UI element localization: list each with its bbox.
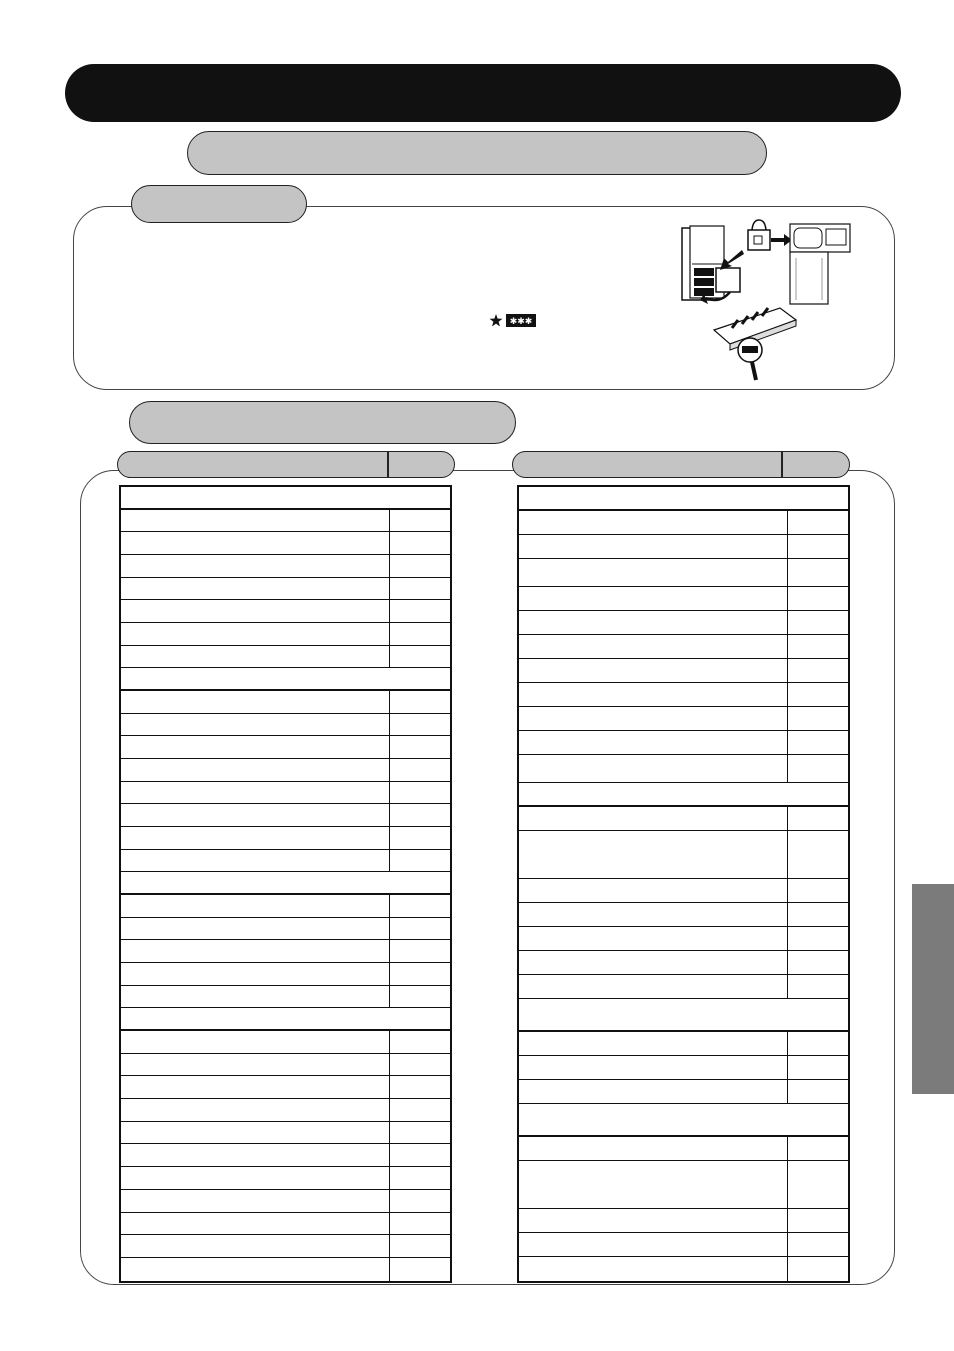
- food-cell: [519, 1233, 787, 1256]
- table-row: [519, 831, 848, 879]
- duration-cell: [389, 1258, 450, 1281]
- food-cell: [121, 487, 450, 508]
- table-row: [121, 782, 450, 805]
- table-row: [121, 1258, 450, 1281]
- food-cell: [121, 963, 389, 985]
- duration-cell: [389, 1122, 450, 1144]
- duration-cell: [787, 683, 848, 706]
- storage-section-pill: [129, 401, 516, 444]
- table-category-row: [519, 999, 848, 1032]
- svg-text:✱✱✱: ✱✱✱: [509, 317, 533, 327]
- duration-cell: [787, 559, 848, 587]
- table-row: [121, 578, 450, 601]
- duration-cell: [389, 600, 450, 622]
- food-cell: [121, 1167, 389, 1189]
- table-row: [121, 850, 450, 873]
- food-cell: [121, 827, 389, 849]
- table-category-row: [121, 668, 450, 691]
- food-cell: [121, 1213, 389, 1235]
- food-cell: [519, 659, 787, 682]
- duration-cell: [389, 691, 450, 713]
- food-cell: [121, 714, 389, 736]
- food-cell: [519, 587, 787, 610]
- food-cell: [519, 635, 787, 658]
- food-cell: [121, 918, 389, 940]
- chapter-side-tab: [912, 884, 954, 1094]
- duration-cell: [787, 1137, 848, 1160]
- table-row: [519, 1161, 848, 1209]
- table-row: [519, 1032, 848, 1056]
- food-cell: [519, 707, 787, 730]
- three-star-badge-icon: [506, 314, 536, 327]
- duration-cell: [389, 759, 450, 781]
- table-row: [121, 963, 450, 986]
- duration-cell: [389, 827, 450, 849]
- table-row: [519, 559, 848, 588]
- duration-cell: [787, 831, 848, 878]
- food-cell: [121, 895, 389, 917]
- food-cell: [121, 668, 450, 689]
- table-category-row: [121, 487, 450, 510]
- food-cell: [121, 850, 389, 872]
- duration-cell: [389, 782, 450, 804]
- table-row: [121, 714, 450, 737]
- duration-cell: [389, 1235, 450, 1257]
- food-cell: [519, 999, 848, 1030]
- food-cell: [121, 736, 389, 758]
- table-category-row: [121, 872, 450, 895]
- table-row: [519, 535, 848, 559]
- fridge-illustration: [670, 212, 870, 382]
- table-row: [519, 683, 848, 707]
- page-title-bar: [65, 64, 901, 122]
- right-storage-table: [517, 485, 850, 1283]
- left-storage-table: [119, 485, 452, 1283]
- table-row: [519, 879, 848, 903]
- food-cell: [121, 872, 450, 893]
- table-row: [519, 731, 848, 755]
- food-cell: [121, 646, 389, 668]
- table-row: [519, 975, 848, 999]
- food-cell: [121, 1235, 389, 1257]
- food-cell: [121, 1122, 389, 1144]
- duration-cell: [389, 1054, 450, 1076]
- table-row: [121, 1167, 450, 1190]
- food-cell: [519, 831, 787, 878]
- duration-cell: [389, 510, 450, 532]
- food-cell: [519, 611, 787, 634]
- food-cell: [519, 1056, 787, 1079]
- duration-cell: [389, 895, 450, 917]
- food-cell: [519, 1104, 848, 1135]
- food-cell: [121, 623, 389, 645]
- table-row: [121, 555, 450, 578]
- duration-cell: [787, 1032, 848, 1055]
- table-row: [519, 587, 848, 611]
- food-cell: [121, 759, 389, 781]
- table-row: [121, 986, 450, 1009]
- table-row: [519, 635, 848, 659]
- duration-cell: [389, 1190, 450, 1212]
- table-category-row: [519, 487, 848, 511]
- duration-cell: [389, 736, 450, 758]
- table-row: [121, 623, 450, 646]
- duration-cell: [787, 1161, 848, 1208]
- food-cell: [519, 535, 787, 558]
- duration-cell: [787, 1056, 848, 1079]
- duration-cell: [389, 1031, 450, 1053]
- duration-cell: [389, 1167, 450, 1189]
- food-cell: [519, 1080, 787, 1103]
- table-row: [519, 755, 848, 784]
- duration-cell: [787, 731, 848, 754]
- duration-cell: [389, 804, 450, 826]
- duration-cell: [389, 850, 450, 872]
- food-cell: [121, 578, 389, 600]
- table-row: [519, 1056, 848, 1080]
- left-column-header-divider: [387, 451, 389, 478]
- table-row: [519, 611, 848, 635]
- right-column-header-divider: [781, 451, 783, 478]
- table-row: [121, 918, 450, 941]
- section-heading-pill: [187, 131, 767, 175]
- table-row: [121, 1213, 450, 1236]
- duration-cell: [787, 1257, 848, 1281]
- table-row: [519, 807, 848, 831]
- duration-cell: [389, 963, 450, 985]
- duration-cell: [787, 1209, 848, 1232]
- table-row: [121, 532, 450, 555]
- table-row: [121, 895, 450, 918]
- table-row: [519, 511, 848, 535]
- table-row: [121, 646, 450, 669]
- food-cell: [121, 1076, 389, 1098]
- table-row: [121, 940, 450, 963]
- food-cell: [519, 487, 848, 509]
- duration-cell: [389, 1144, 450, 1166]
- food-cell: [121, 1258, 389, 1281]
- duration-cell: [787, 951, 848, 974]
- table-row: [519, 1257, 848, 1281]
- duration-cell: [389, 1076, 450, 1098]
- food-cell: [519, 1257, 787, 1281]
- food-cell: [121, 1099, 389, 1121]
- table-row: [121, 1122, 450, 1145]
- star-icon: [489, 314, 503, 328]
- duration-cell: [787, 903, 848, 926]
- table-row: [121, 691, 450, 714]
- table-row: [121, 759, 450, 782]
- table-row: [121, 1190, 450, 1213]
- table-row: [121, 1144, 450, 1167]
- duration-cell: [389, 918, 450, 940]
- table-row: [121, 804, 450, 827]
- duration-cell: [787, 1080, 848, 1103]
- food-cell: [519, 951, 787, 974]
- duration-cell: [787, 879, 848, 902]
- duration-cell: [389, 646, 450, 668]
- table-row: [519, 951, 848, 975]
- table-row: [121, 600, 450, 623]
- duration-cell: [389, 578, 450, 600]
- food-cell: [519, 731, 787, 754]
- duration-cell: [787, 707, 848, 730]
- duration-cell: [389, 532, 450, 554]
- food-cell: [519, 683, 787, 706]
- food-cell: [121, 1031, 389, 1053]
- food-cell: [121, 1144, 389, 1166]
- food-cell: [519, 755, 787, 783]
- food-cell: [519, 1209, 787, 1232]
- table-row: [519, 1209, 848, 1233]
- duration-cell: [389, 555, 450, 577]
- table-category-row: [519, 783, 848, 807]
- food-cell: [519, 807, 787, 830]
- duration-cell: [787, 1233, 848, 1256]
- food-cell: [519, 879, 787, 902]
- food-cell: [519, 1137, 787, 1160]
- table-row: [519, 1137, 848, 1161]
- table-row: [519, 1080, 848, 1104]
- duration-cell: [389, 1213, 450, 1235]
- duration-cell: [787, 611, 848, 634]
- food-cell: [519, 903, 787, 926]
- table-category-row: [121, 1008, 450, 1031]
- duration-cell: [389, 623, 450, 645]
- food-cell: [519, 1161, 787, 1208]
- food-cell: [121, 691, 389, 713]
- food-cell: [121, 600, 389, 622]
- table-row: [121, 1054, 450, 1077]
- intro-panel-tab: [131, 185, 307, 223]
- duration-cell: [787, 635, 848, 658]
- food-cell: [519, 511, 787, 534]
- table-row: [121, 827, 450, 850]
- left-column-header: [117, 451, 455, 478]
- duration-cell: [787, 755, 848, 783]
- food-cell: [121, 555, 389, 577]
- duration-cell: [787, 535, 848, 558]
- food-cell: [519, 1032, 787, 1055]
- food-cell: [519, 783, 848, 805]
- food-cell: [519, 975, 787, 998]
- food-cell: [121, 1008, 450, 1029]
- food-cell: [519, 559, 787, 587]
- duration-cell: [787, 659, 848, 682]
- duration-cell: [389, 714, 450, 736]
- table-row: [121, 1031, 450, 1054]
- food-cell: [121, 510, 389, 532]
- table-row: [519, 903, 848, 927]
- table-row: [121, 1235, 450, 1258]
- table-row: [519, 659, 848, 683]
- table-row: [519, 1233, 848, 1257]
- food-cell: [121, 532, 389, 554]
- table-row: [519, 707, 848, 731]
- food-cell: [121, 1054, 389, 1076]
- duration-cell: [389, 940, 450, 962]
- food-cell: [121, 986, 389, 1008]
- duration-cell: [787, 587, 848, 610]
- duration-cell: [787, 927, 848, 950]
- food-cell: [519, 927, 787, 950]
- duration-cell: [389, 986, 450, 1008]
- table-row: [121, 1099, 450, 1122]
- duration-cell: [389, 1099, 450, 1121]
- duration-cell: [787, 807, 848, 830]
- table-row: [121, 736, 450, 759]
- food-cell: [121, 1190, 389, 1212]
- duration-cell: [787, 511, 848, 534]
- food-cell: [121, 782, 389, 804]
- duration-cell: [787, 975, 848, 998]
- right-column-header: [512, 451, 850, 478]
- food-cell: [121, 804, 389, 826]
- table-row: [121, 1076, 450, 1099]
- table-row: [121, 510, 450, 533]
- food-cell: [121, 940, 389, 962]
- table-category-row: [519, 1104, 848, 1137]
- table-row: [519, 927, 848, 951]
